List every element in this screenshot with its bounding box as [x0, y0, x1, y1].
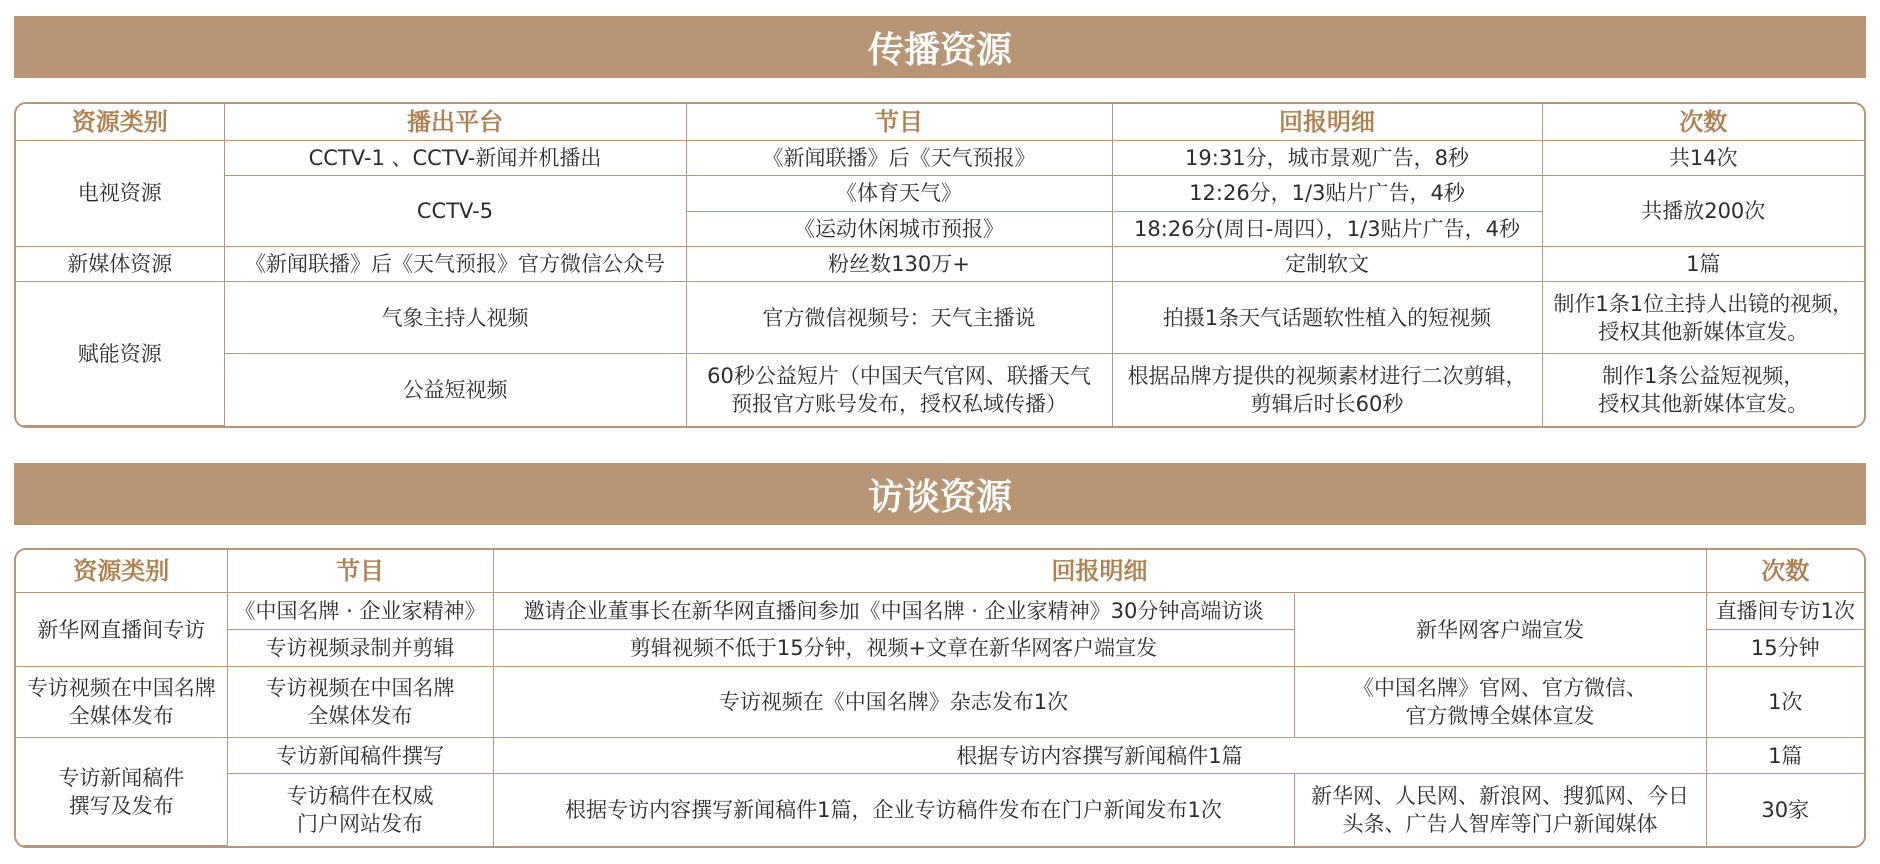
count-cell: 共播放200次: [1542, 176, 1864, 247]
count-cell: 共14次: [1542, 140, 1864, 175]
section-title: 传播资源: [867, 29, 1012, 71]
header-category: 资源类别: [16, 550, 227, 592]
header-program: 节目: [686, 104, 1112, 140]
detail-cell: 18:26分(周日-周四），1/3贴片广告，4秒: [1112, 211, 1542, 246]
table-row: [16, 140, 1864, 175]
count-cell: 1篇: [1542, 247, 1864, 282]
table-row: [16, 176, 1864, 211]
platform-cell: 气象主持人视频: [224, 282, 686, 354]
header-count: 次数: [1542, 104, 1864, 140]
broadcast-resources-table: [14, 102, 1866, 428]
table-header-row: [16, 104, 1864, 140]
category-cell: 电视资源: [16, 140, 224, 246]
table-row: [16, 738, 1864, 774]
section-banner-interview: [14, 463, 1866, 525]
header-detail: 回报明细: [493, 550, 1706, 592]
count-cell: 15分钟: [1706, 630, 1864, 667]
count-cell: 制作1条公益短视频， 授权其他新媒体宣发。: [1542, 354, 1864, 426]
table-header-row: [16, 550, 1864, 592]
platform-cell: CCTV-5: [224, 176, 686, 247]
platform-cell: CCTV-1 、CCTV-新闻并机播出: [224, 140, 686, 175]
detail-cell: 拍摄1条天气话题软性植入的短视频: [1112, 282, 1542, 354]
channel-cell: 新华网、人民网、新浪网、搜狐网、今日 头条、广告人智库等门户新闻媒体: [1294, 774, 1706, 846]
category-cell: 新媒体资源: [16, 247, 224, 282]
channel-cell: 《中国名牌》官网、官方微信、 官方微博全媒体宣发: [1294, 667, 1706, 738]
program-cell: 《运动休闲城市预报》: [686, 211, 1112, 246]
program-cell: 粉丝数130万+: [686, 247, 1112, 282]
channel-cell: 新华网客户端宣发: [1294, 592, 1706, 667]
header-platform: 播出平台: [224, 104, 686, 140]
program-cell: 《中国名牌 · 企业家精神》: [227, 592, 493, 629]
count-cell: 制作1条1位主持人出镜的视频， 授权其他新媒体宣发。: [1542, 282, 1864, 354]
detail-cell: 专访视频在《中国名牌》杂志发布1次: [493, 667, 1294, 738]
category-cell: 专访视频在中国名牌 全媒体发布: [16, 667, 227, 738]
table-row: [16, 282, 1864, 354]
section-title: 访谈资源: [867, 476, 1012, 518]
program-cell: 专访稿件在权威 门户网站发布: [227, 774, 493, 846]
header-detail: 回报明细: [1112, 104, 1542, 140]
program-cell: 《新闻联播》后《天气预报》: [686, 140, 1112, 175]
platform-cell: 《新闻联播》后《天气预报》官方微信公众号: [224, 247, 686, 282]
detail-cell: 根据专访内容撰写新闻稿件1篇，企业专访稿件发布在门户新闻发布1次: [493, 774, 1294, 846]
detail-cell: 定制软文: [1112, 247, 1542, 282]
table-row: [16, 592, 1864, 629]
program-cell: 60秒公益短片（中国天气官网、联播天气 预报官方账号发布，授权私域传播）: [686, 354, 1112, 426]
detail-cell: 剪辑视频不低于15分钟，视频+文章在新华网客户端宣发: [493, 630, 1294, 667]
program-cell: 官方微信视频号：天气主播说: [686, 282, 1112, 354]
program-cell: 专访视频在中国名牌 全媒体发布: [227, 667, 493, 738]
category-cell: 专访新闻稿件 撰写及发布: [16, 738, 227, 846]
program-cell: 专访新闻稿件撰写: [227, 738, 493, 774]
count-cell: 1次: [1706, 667, 1864, 738]
detail-cell: 12:26分，1/3贴片广告，4秒: [1112, 176, 1542, 211]
category-cell: 新华网直播间专访: [16, 592, 227, 667]
count-cell: 1篇: [1706, 738, 1864, 774]
count-cell: 直播间专访1次: [1706, 592, 1864, 629]
interview-resources-table: [14, 548, 1866, 848]
table-row: [16, 774, 1864, 846]
platform-cell: 公益短视频: [224, 354, 686, 426]
program-cell: 《体育天气》: [686, 176, 1112, 211]
category-cell: 赋能资源: [16, 282, 224, 426]
section-banner-broadcast: [14, 16, 1866, 78]
table-row: [16, 247, 1864, 282]
detail-cell: 根据品牌方提供的视频素材进行二次剪辑， 剪辑后时长60秒: [1112, 354, 1542, 426]
header-category: 资源类别: [16, 104, 224, 140]
detail-cell: 邀请企业董事长在新华网直播间参加《中国名牌 · 企业家精神》30分钟高端访谈: [493, 592, 1294, 629]
detail-cell: 19:31分，城市景观广告，8秒: [1112, 140, 1542, 175]
detail-cell: 根据专访内容撰写新闻稿件1篇: [493, 738, 1706, 774]
header-program: 节目: [227, 550, 493, 592]
header-count: 次数: [1706, 550, 1864, 592]
table-row: [16, 667, 1864, 738]
program-cell: 专访视频录制并剪辑: [227, 630, 493, 667]
table-row: [16, 354, 1864, 426]
count-cell: 30家: [1706, 774, 1864, 846]
